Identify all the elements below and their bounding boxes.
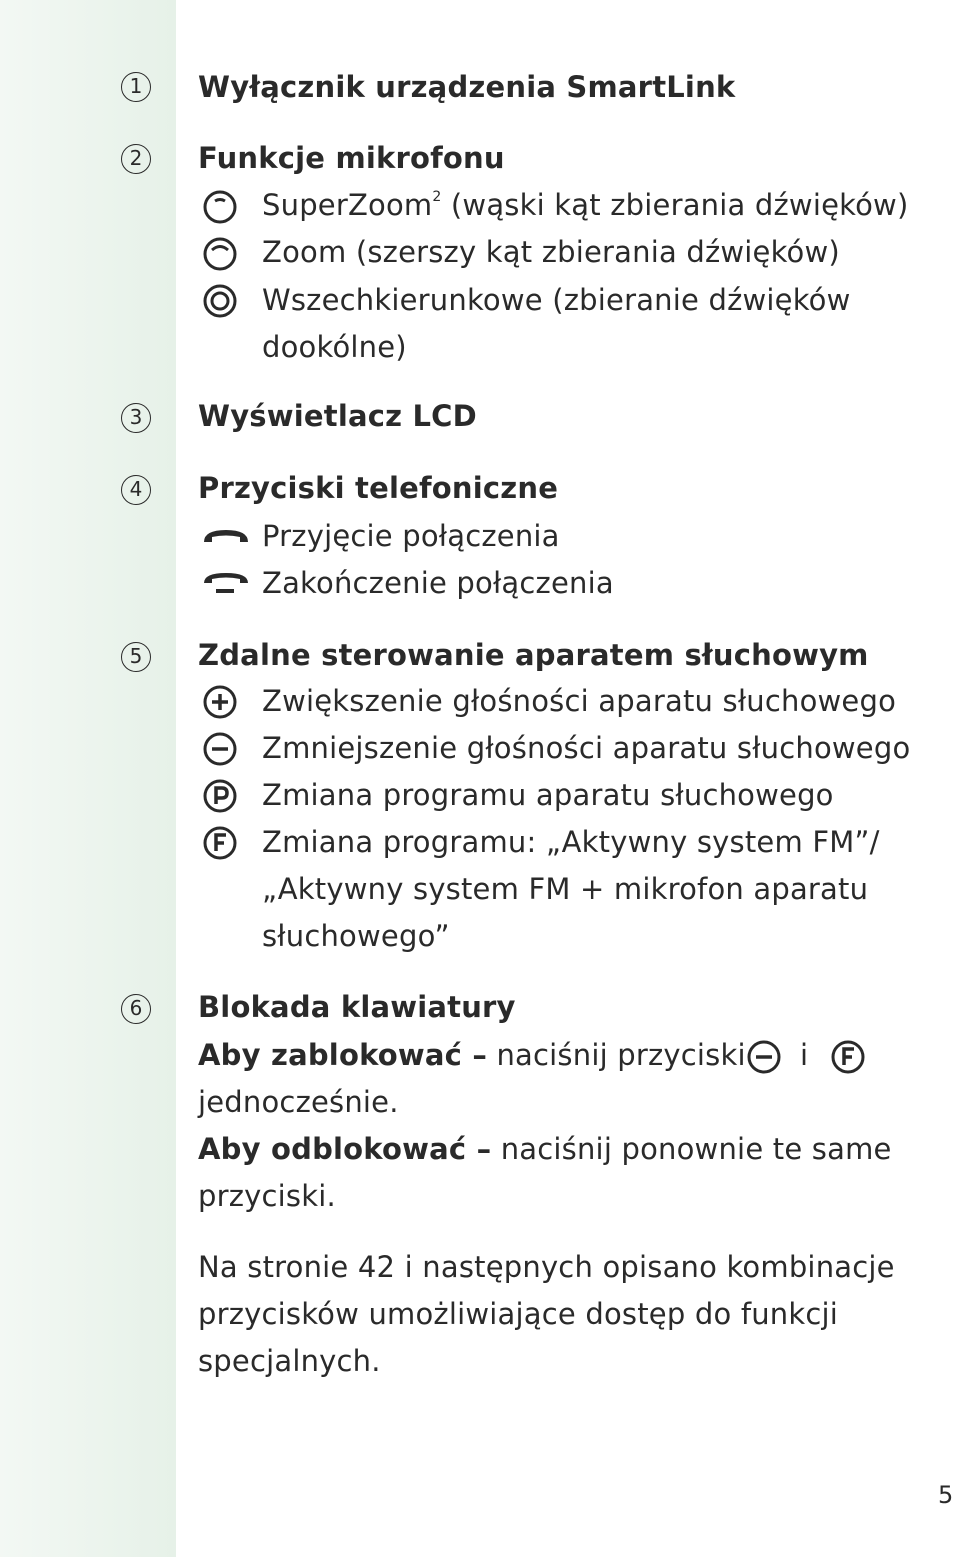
note-line2: przycisków umożliwiające dostęp do funkcji (198, 1297, 839, 1331)
section-title-microphone: Funkcje mikrofonu (198, 141, 505, 175)
item-number-1: 1 (121, 72, 151, 102)
section-title-phone-buttons: Przyciski telefoniczne (198, 471, 559, 505)
note-line3: specjalnych. (198, 1344, 381, 1378)
minus-icon (202, 731, 238, 767)
unlock-instruction-end: przyciski. (198, 1179, 336, 1213)
item-number-2: 2 (121, 144, 151, 174)
minus-icon (746, 1039, 782, 1075)
item-number-6: 6 (121, 994, 151, 1024)
omnidirectional-icon (202, 283, 238, 319)
lock-instruction-end: jednocześnie. (198, 1085, 399, 1119)
pickup-text: Przyjęcie połączenia (262, 519, 560, 553)
margin-strip (0, 0, 176, 1557)
item-number-5: 5 (121, 642, 151, 672)
section-title-power-switch: Wyłącznik urządzenia SmartLink (198, 70, 736, 104)
fm-program-text-line2: „Aktywny system FM + mikrofon aparatu (262, 872, 869, 906)
page-number: 5 (938, 1481, 954, 1509)
f-icon (202, 825, 238, 861)
item-number-4: 4 (121, 475, 151, 505)
f-icon (830, 1039, 866, 1075)
item-number-3: 3 (121, 403, 151, 433)
unlock-instruction: Aby odblokować – naciśnij ponownie te same (198, 1132, 892, 1166)
lock-instruction: Aby zablokować – naciśnij przyciski (198, 1038, 746, 1072)
section-title-lcd: Wyświetlacz LCD (198, 399, 477, 433)
p-icon (202, 778, 238, 814)
hangup-text: Zakończenie połączenia (262, 566, 614, 600)
zoom-icon (202, 236, 238, 272)
fm-program-text-line1: Zmiana programu: „Aktywny system FM”/ (262, 825, 880, 859)
plus-icon (202, 684, 238, 720)
volume-up-text: Zwiększenie głośności aparatu słuchowego (262, 684, 897, 718)
program-change-text: Zmiana programu aparatu słuchowego (262, 778, 834, 812)
volume-down-text: Zmniejszenie głośności aparatu słuchowego (262, 731, 911, 765)
fm-program-text-line3: słuchowego” (262, 919, 450, 953)
zoom-text: Zoom (szerszy kąt zbierania dźwięków) (262, 235, 840, 269)
phone-hangup-icon (202, 567, 250, 603)
omni-text-line2: dookólne) (262, 330, 407, 364)
superzoom-text: SuperZoom$^2$ (wąski kąt zbierania dźwięków) (262, 188, 909, 222)
note-line1: Na stronie 42 i następnych opisano kombinacje (198, 1250, 895, 1284)
omni-text-line1: Wszechkierunkowe (zbieranie dźwięków (262, 283, 851, 317)
section-title-keylock: Blokada klawiatury (198, 990, 516, 1024)
phone-pickup-icon (202, 520, 250, 556)
lock-and-text: i (800, 1038, 809, 1072)
section-title-remote-control: Zdalne sterowanie aparatem słuchowym (198, 638, 869, 672)
superzoom-icon (202, 189, 238, 225)
